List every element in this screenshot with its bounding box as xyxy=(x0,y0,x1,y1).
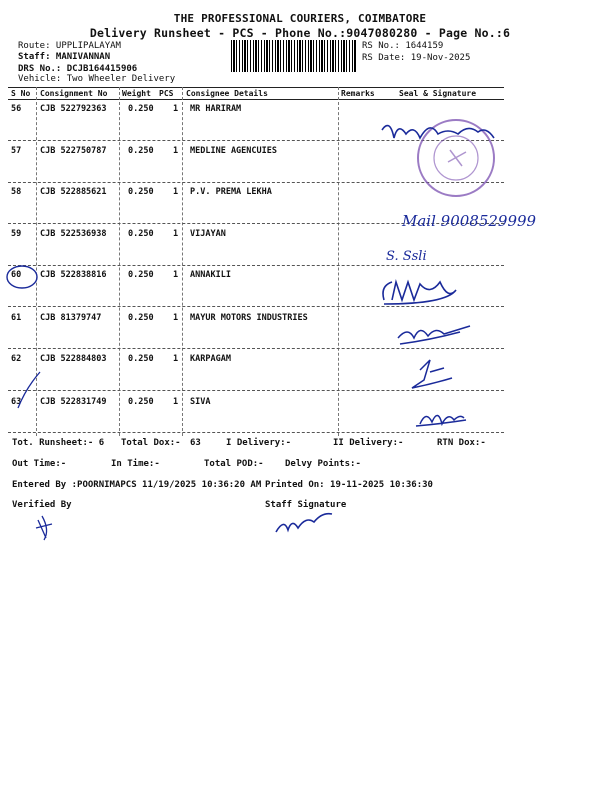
row-pcs: 1 xyxy=(173,229,179,239)
row-weight: 0.250 xyxy=(128,104,154,114)
row-weight: 0.250 xyxy=(128,229,154,239)
signature-63 xyxy=(416,415,466,426)
col-consignee: Consignee Details xyxy=(186,89,268,98)
row-consignment: CJB 81379747 xyxy=(40,313,102,323)
vehicle-label: Vehicle: Two Wheeler Delivery xyxy=(18,74,176,84)
row-weight: 0.250 xyxy=(128,270,154,280)
staff-signature-mark xyxy=(276,514,332,532)
i-delivery: I Delivery:- xyxy=(226,438,292,448)
drs-number: DRS No.: DCJB164415906 xyxy=(18,64,138,74)
verified-by-label: Verified By xyxy=(12,500,72,510)
row-sno: 62 xyxy=(11,354,22,364)
signature-59-text: S. Ssli xyxy=(386,249,427,264)
row-consignment: CJB 522838816 xyxy=(40,270,107,280)
row-sno: 60 xyxy=(11,270,22,280)
row-consignee: P.V. PREMA LEKHA xyxy=(190,187,272,197)
row-consignment: CJB 522792363 xyxy=(40,104,107,114)
row-pcs: 1 xyxy=(173,354,179,364)
runsheet-subtitle: Delivery Runsheet - PCS - Phone No.:9047080280 - Page No.:6 xyxy=(89,26,511,40)
slash-mark xyxy=(18,372,40,408)
total-dox-value: 63 xyxy=(190,438,201,448)
row-consignment: CJB 522884803 xyxy=(40,354,107,364)
staff-signature-label: Staff Signature xyxy=(265,500,347,510)
ii-delivery: II Delivery:- xyxy=(333,438,404,448)
row-pcs: 1 xyxy=(173,270,179,280)
signature-60 xyxy=(383,282,456,304)
row-consignee: ANNAKILI xyxy=(190,270,231,280)
row-pcs: 1 xyxy=(173,187,179,197)
row-weight: 0.250 xyxy=(128,354,154,364)
row-sno: 59 xyxy=(11,229,22,239)
col-pcs: PCS xyxy=(159,89,174,98)
row-pcs: 1 xyxy=(173,104,179,114)
row-sno: 58 xyxy=(11,187,22,197)
col-seal-signature: Seal & Signature xyxy=(399,89,477,98)
row-consignment: CJB 522885621 xyxy=(40,187,107,197)
row-sno: 63 xyxy=(11,397,22,407)
entered-by: Entered By :POORNIMAPCS 11/19/2025 10:36:20 AM xyxy=(12,480,262,490)
col-consignment: Consignment No xyxy=(40,89,108,98)
signature-61 xyxy=(398,326,470,344)
row-weight: 0.250 xyxy=(128,187,154,197)
row-consignment: CJB 522750787 xyxy=(40,146,107,156)
rtn-dox: RTN Dox:- xyxy=(437,438,486,448)
delvy-points: Delvy Points:- xyxy=(285,459,361,469)
signature-58-text: Mail 9008529999 xyxy=(402,212,537,230)
row-consignment: CJB 522831749 xyxy=(40,397,107,407)
col-sno: S No xyxy=(11,89,31,98)
row-pcs: 1 xyxy=(173,397,179,407)
row-consignee: MAYUR MOTORS INDUSTRIES xyxy=(190,313,308,323)
row-weight: 0.250 xyxy=(128,146,154,156)
total-dox-label: Total Dox:- xyxy=(121,438,181,448)
row-sno: 56 xyxy=(11,104,22,114)
rs-number: RS No.: 1644159 xyxy=(362,41,444,51)
signature-62 xyxy=(412,360,452,388)
col-weight: Weight xyxy=(122,89,151,98)
row-circle-mark xyxy=(7,266,37,288)
total-pod: Total POD:- xyxy=(204,459,264,469)
col-remarks: Remarks xyxy=(341,89,375,98)
row-consignment: CJB 522536938 xyxy=(40,229,107,239)
row-consignee: KARPAGAM xyxy=(190,354,231,364)
verified-by-signature xyxy=(36,516,52,540)
row-weight: 0.250 xyxy=(128,397,154,407)
row-sno: 57 xyxy=(11,146,22,156)
company-title: THE PROFESSIONAL COURIERS, COIMBATORE xyxy=(173,12,427,25)
rs-date: RS Date: 19-Nov-2025 xyxy=(362,53,471,63)
row-consignee: VIJAYAN xyxy=(190,229,226,239)
row-pcs: 1 xyxy=(173,146,179,156)
row-consignee: MR HARIRAM xyxy=(190,104,242,114)
in-time: In Time:- xyxy=(111,459,160,469)
row-weight: 0.250 xyxy=(128,313,154,323)
printed-on: Printed On: 19-11-2025 10:36:30 xyxy=(265,480,433,490)
tot-runsheet: Tot. Runsheet:- 6 xyxy=(12,438,105,448)
row-consignee: MEDLINE AGENCUIES xyxy=(190,146,277,156)
staff-label: Staff: MANIVANNAN xyxy=(18,52,111,62)
route-label: Route: UPPLIPALAYAM xyxy=(18,41,121,51)
row-pcs: 1 xyxy=(173,313,179,323)
row-sno: 61 xyxy=(11,313,22,323)
row-consignee: SIVA xyxy=(190,397,211,407)
out-time: Out Time:- xyxy=(12,459,67,469)
